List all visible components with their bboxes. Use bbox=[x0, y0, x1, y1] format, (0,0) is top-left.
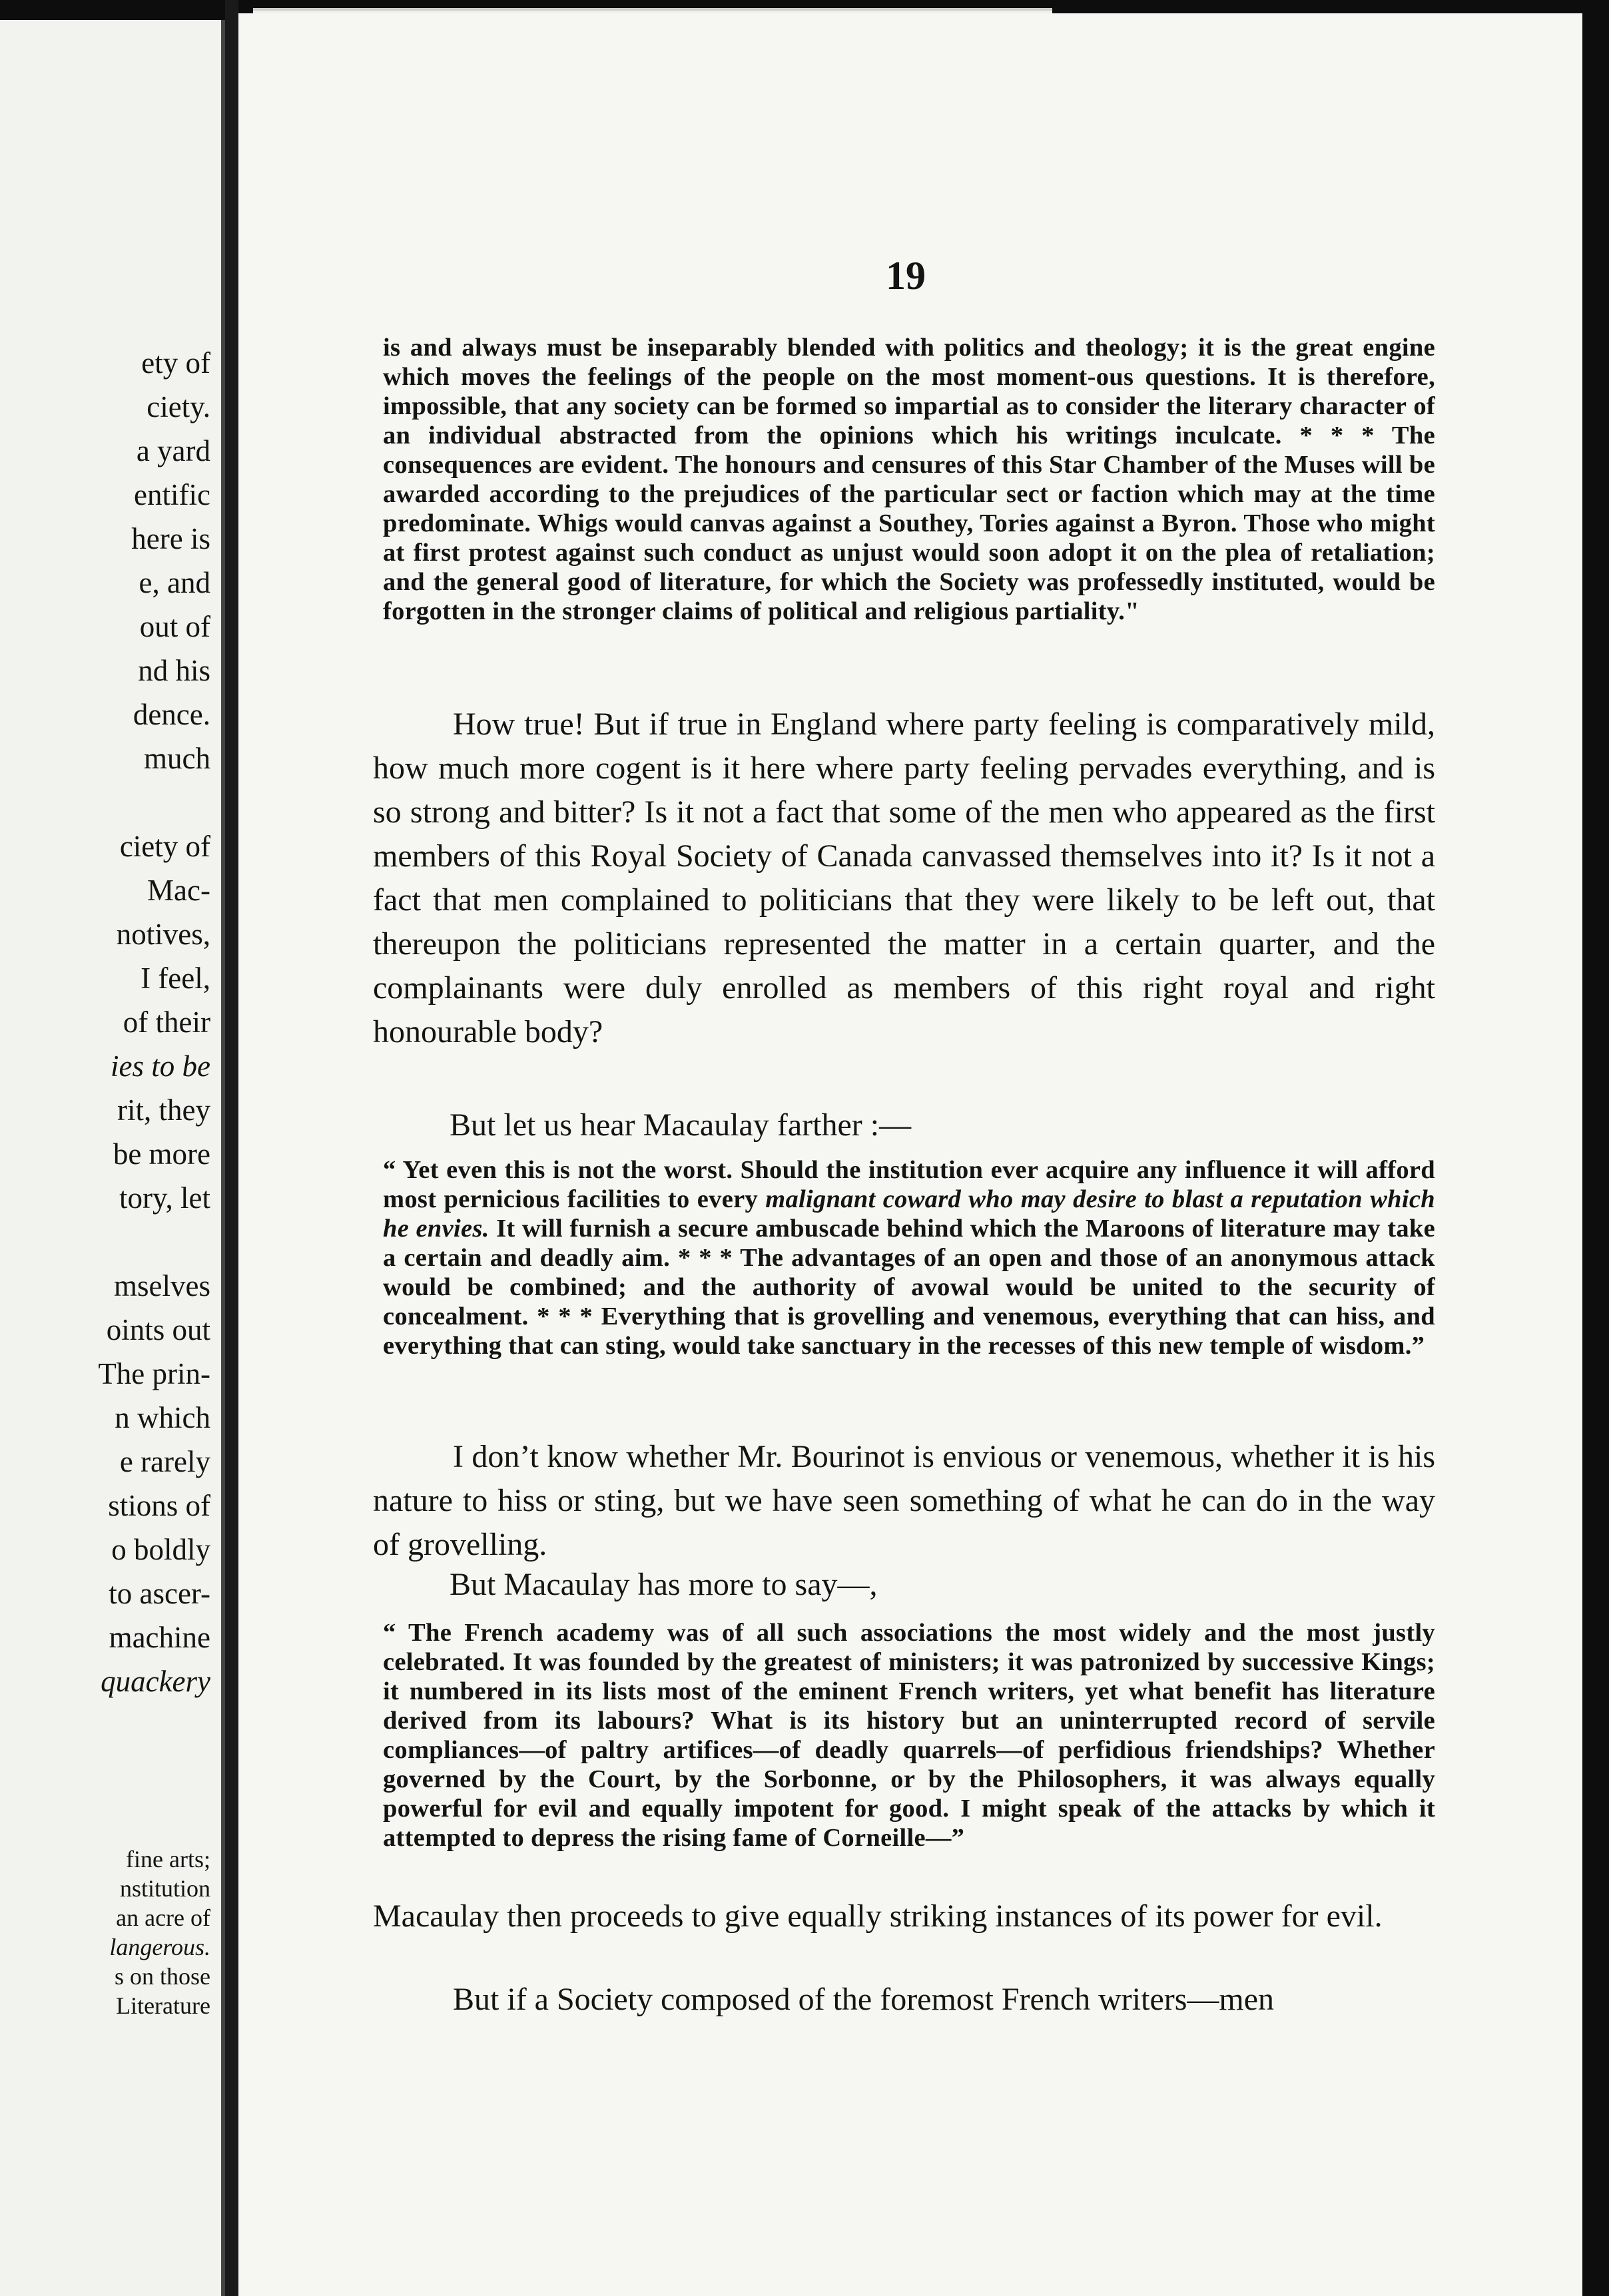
left-page-line: nd his bbox=[138, 654, 210, 687]
block-quote-2 bbox=[383, 1155, 1435, 1360]
block-quote-3 bbox=[383, 1618, 1435, 1853]
paragraph-4-text: But if a Society composed of the foremost French writers—men bbox=[453, 1982, 1275, 2017]
left-page-line: a yard bbox=[136, 434, 210, 467]
left-page-line: The prin- bbox=[98, 1357, 210, 1390]
left-page-line: much bbox=[144, 742, 210, 775]
left-page-line: out of bbox=[139, 610, 210, 643]
left-page-line: machine bbox=[109, 1621, 210, 1654]
left-page-line: be more bbox=[113, 1137, 210, 1171]
left-page-line: e rarely bbox=[119, 1445, 210, 1478]
left-page-line: I feel, bbox=[141, 962, 210, 995]
quote-3-text: “ The French academy was of all such associations the most widely and the most justly celebrated. It was founded by the greatest of ministers; it was patronized by successive Kings; it numbered in its lists most of the eminent French writers, yet what benefit has literature derived from its labours? What is its history but an uninterrupted record of servile compliances—of paltry artifices—of deadly quarrels—of perfidious friendships? Whether governed by the Court, by the Sorbonne, or by the Philosophers, it was always equally powerful for evil and equally impotent for good. I might speak of the attacks by which it attempted to depress the rising fame of Corneille—” bbox=[383, 1619, 1435, 1852]
lead-in-1: But let us hear Macaulay farther :— bbox=[450, 1107, 912, 1143]
paragraph-2 bbox=[373, 1435, 1435, 1567]
quote-1-text: is and always must be inseparably blended with politics and theology; it is the great engine which moves the feelings of the people on the most moment-ous questions. It is therefore, impossible, that any society can be formed so impartial as to consider the literary character of an individual abstracted from the opinions which his writings inculcate. * * * The consequences are evident. The honours and censures of this Star Chamber of the Muses will be awarded according to the prejudices of the particular sect or faction which may at the time predominate. Whigs would canvas against a Southey, Tories against a Byron. Those who might at first protest against such conduct as unjust would soon adopt it on the plea of retaliation; and the general good of literature, for which the Society was professedly instituted, would be forgotten in the stronger claims of political and religious partiality." bbox=[383, 334, 1435, 625]
block-quote-1 bbox=[383, 333, 1435, 626]
left-page-footnote-line: an acre of bbox=[116, 1904, 210, 1931]
right-margin-shadow bbox=[1582, 0, 1609, 2296]
left-page-line: notives, bbox=[116, 918, 210, 951]
left-page-line: ciety of bbox=[119, 830, 210, 863]
left-page-line: ciety. bbox=[147, 390, 210, 424]
quote-2-text bbox=[383, 1155, 1435, 1360]
paragraph-1 bbox=[373, 703, 1435, 1054]
left-page-line: tory, let bbox=[119, 1181, 210, 1215]
left-page-line: to ascer- bbox=[109, 1577, 210, 1610]
paragraph-3-text: Macaulay then proceeds to give equally striking instances of its power for evil. bbox=[373, 1898, 1383, 1934]
left-page-line: oints out bbox=[106, 1313, 210, 1346]
left-page-line: here is bbox=[131, 522, 210, 555]
left-page-footnote-line: Literature bbox=[116, 1992, 210, 2019]
left-page-line: mselves bbox=[114, 1269, 210, 1302]
left-page-footnote-line: langerous. bbox=[109, 1934, 210, 1960]
book-spine bbox=[225, 0, 238, 2296]
left-page-footnote-line: s on those bbox=[115, 1963, 210, 1990]
left-page-line: ies to be bbox=[111, 1049, 210, 1083]
left-page-line: of their bbox=[123, 1005, 210, 1039]
left-page-footnote-line: nstitution bbox=[119, 1875, 210, 1902]
paragraph-1-text: How true! But if true in England where party feeling is comparatively mild, how much more cogent is it here where party feeling pervades everything, and is so strong and bitter? Is it not a fact that some of the men who appeared as the first members of this Royal Society of Canada canvassed themselves into it? Is it not a fact that men complained to politicians that they were likely to be left out, that thereupon the politicians represented the matter in a certain quarter, and the complainants were duly enrolled as members of this right royal and right honourable body? bbox=[373, 707, 1435, 1049]
left-page-line: dence. bbox=[133, 698, 210, 731]
left-page-line: o boldly bbox=[111, 1533, 210, 1566]
quote-2-italic: malignant coward who may desire to blast a reputation which he envies. bbox=[383, 1185, 1435, 1243]
left-page-line: ety of bbox=[141, 346, 210, 380]
left-page-line: rit, they bbox=[117, 1093, 210, 1127]
quote-2-part-2: It will furnish a secure ambuscade behind which the Maroons of literature may take a certain and deadly aim. * * * The advantages of an open and those of an anonymous attack would be combined; and the authority of avowal would be united to the security of concealment. * * * Everything that is grovelling and venemous, everything that can hiss, and everything that can sting, would take sanctuary in the recesses of this new temple of wisdom.” bbox=[383, 1215, 1436, 1360]
left-page-line: quackery bbox=[101, 1665, 210, 1698]
left-page bbox=[0, 20, 225, 2296]
left-page-line: stions of bbox=[108, 1489, 210, 1522]
left-page-line: entific bbox=[134, 478, 210, 511]
left-page-line: Mac- bbox=[147, 874, 210, 907]
lead-in-2: But Macaulay has more to say—, bbox=[450, 1567, 878, 1602]
paragraph-2-text: I don’t know whether Mr. Bourinot is envious or venemous, whether it is his nature to hiss or sting, but we have seen something of what he can do in the way of grovelling. bbox=[373, 1439, 1435, 1562]
left-page-line: e, and bbox=[139, 566, 210, 599]
paragraph-4 bbox=[373, 1978, 1435, 2022]
left-page-footnote-line: fine arts; bbox=[126, 1846, 210, 1872]
page-number: 19 bbox=[886, 254, 926, 298]
left-page-line: n which bbox=[115, 1401, 210, 1434]
paragraph-3 bbox=[373, 1894, 1435, 1938]
quote-2-part-1: “ Yet even this is not the worst. Should the institution ever acquire any influence it will afford most pernicious facilities to every bbox=[383, 1156, 1435, 1213]
